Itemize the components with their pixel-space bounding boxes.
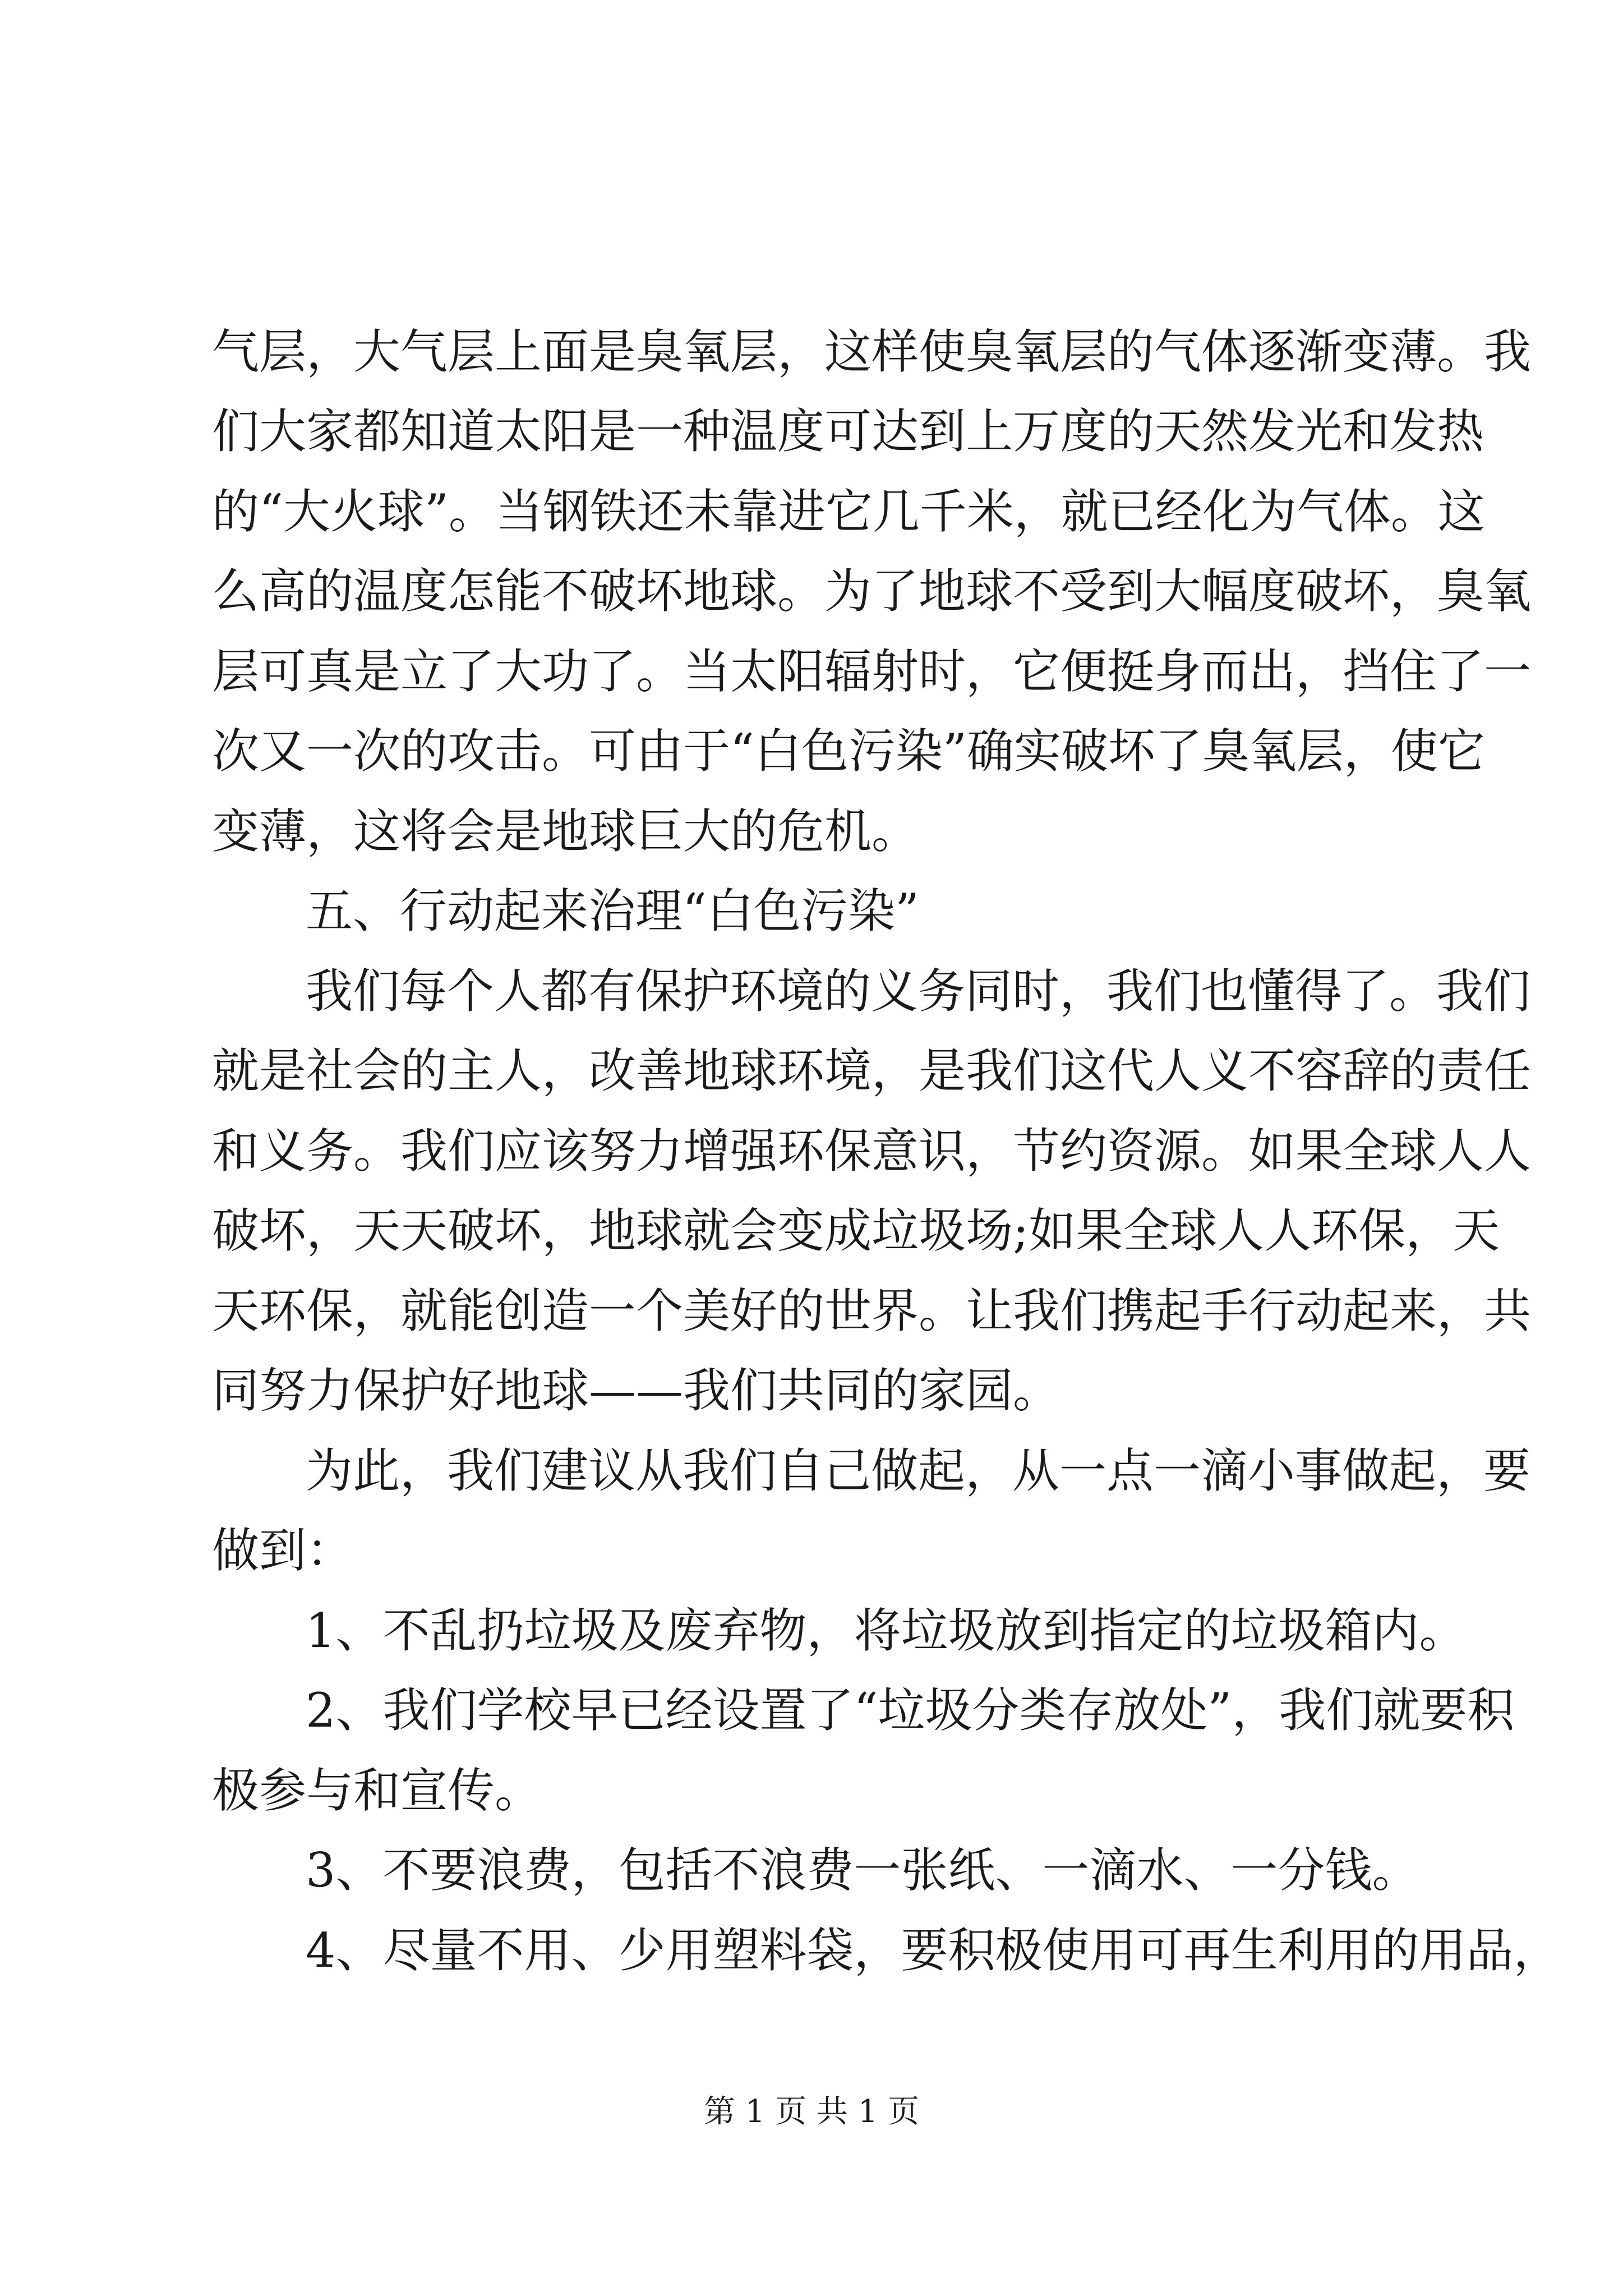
text-line: 变薄，这将会是地球巨大的危机。 xyxy=(212,804,919,859)
text-line: 就是社会的主人，改善地球环境，是我们这代人义不容辞的责任 xyxy=(212,1043,1532,1098)
list-item: 3、不要浪费，包括不浪费一张纸、一滴水、一分钱。 xyxy=(306,1843,1419,1898)
text-line: 天环保，就能创造一个美好的世界。让我们携起手行动起来，共 xyxy=(212,1283,1532,1338)
text-line: 的“大火球”。当钢铁还未靠进它几千米，就已经化为气体。这 xyxy=(212,484,1485,539)
text-line: 气层，大气层上面是臭氧层，这样使臭氧层的气体逐渐变薄。我 xyxy=(212,324,1532,379)
text-line: 次又一次的攻击。可由于“白色污染”确实破坏了臭氧层，使它 xyxy=(212,724,1485,779)
text-line: 做到： xyxy=(212,1523,354,1578)
text-line: 们大家都知道太阳是一种温度可达到上万度的天然发光和发热 xyxy=(212,404,1484,459)
text-line: 为此，我们建议从我们自己做起，从一点一滴小事做起，要 xyxy=(306,1443,1531,1498)
list-item: 2、我们学校早已经设置了“垃圾分类存放处”，我们就要积 xyxy=(306,1683,1515,1738)
text-line: 破坏，天天破坏，地球就会变成垃圾场;如果全球人人环保，天 xyxy=(212,1203,1500,1258)
page-footer: 第 1 页 共 1 页 xyxy=(703,2093,920,2130)
section-heading: 五、行动起来治理“白色污染” xyxy=(306,884,919,938)
list-item: 1、不乱扔垃圾及废弃物，将垃圾放到指定的垃圾箱内。 xyxy=(306,1603,1467,1658)
text-line: 层可真是立了大功了。当太阳辐射时，它便挺身而出，挡住了一 xyxy=(212,644,1532,699)
text-line: 和义务。我们应该努力增强环保意识，节约资源。如果全球人人 xyxy=(212,1124,1532,1179)
list-item: 4、尽量不用、少用塑料袋，要积极使用可再生利用的用品， xyxy=(306,1923,1561,1978)
text-line: 极参与和宣传。 xyxy=(212,1763,542,1818)
text-line: 么高的温度怎能不破坏地球。为了地球不受到大幅度破坏，臭氧 xyxy=(212,564,1532,619)
text-line: 同努力保护好地球——我们共同的家园。 xyxy=(212,1363,1061,1418)
text-line: 我们每个人都有保护环境的义务同时，我们也懂得了。我们 xyxy=(306,964,1531,1019)
